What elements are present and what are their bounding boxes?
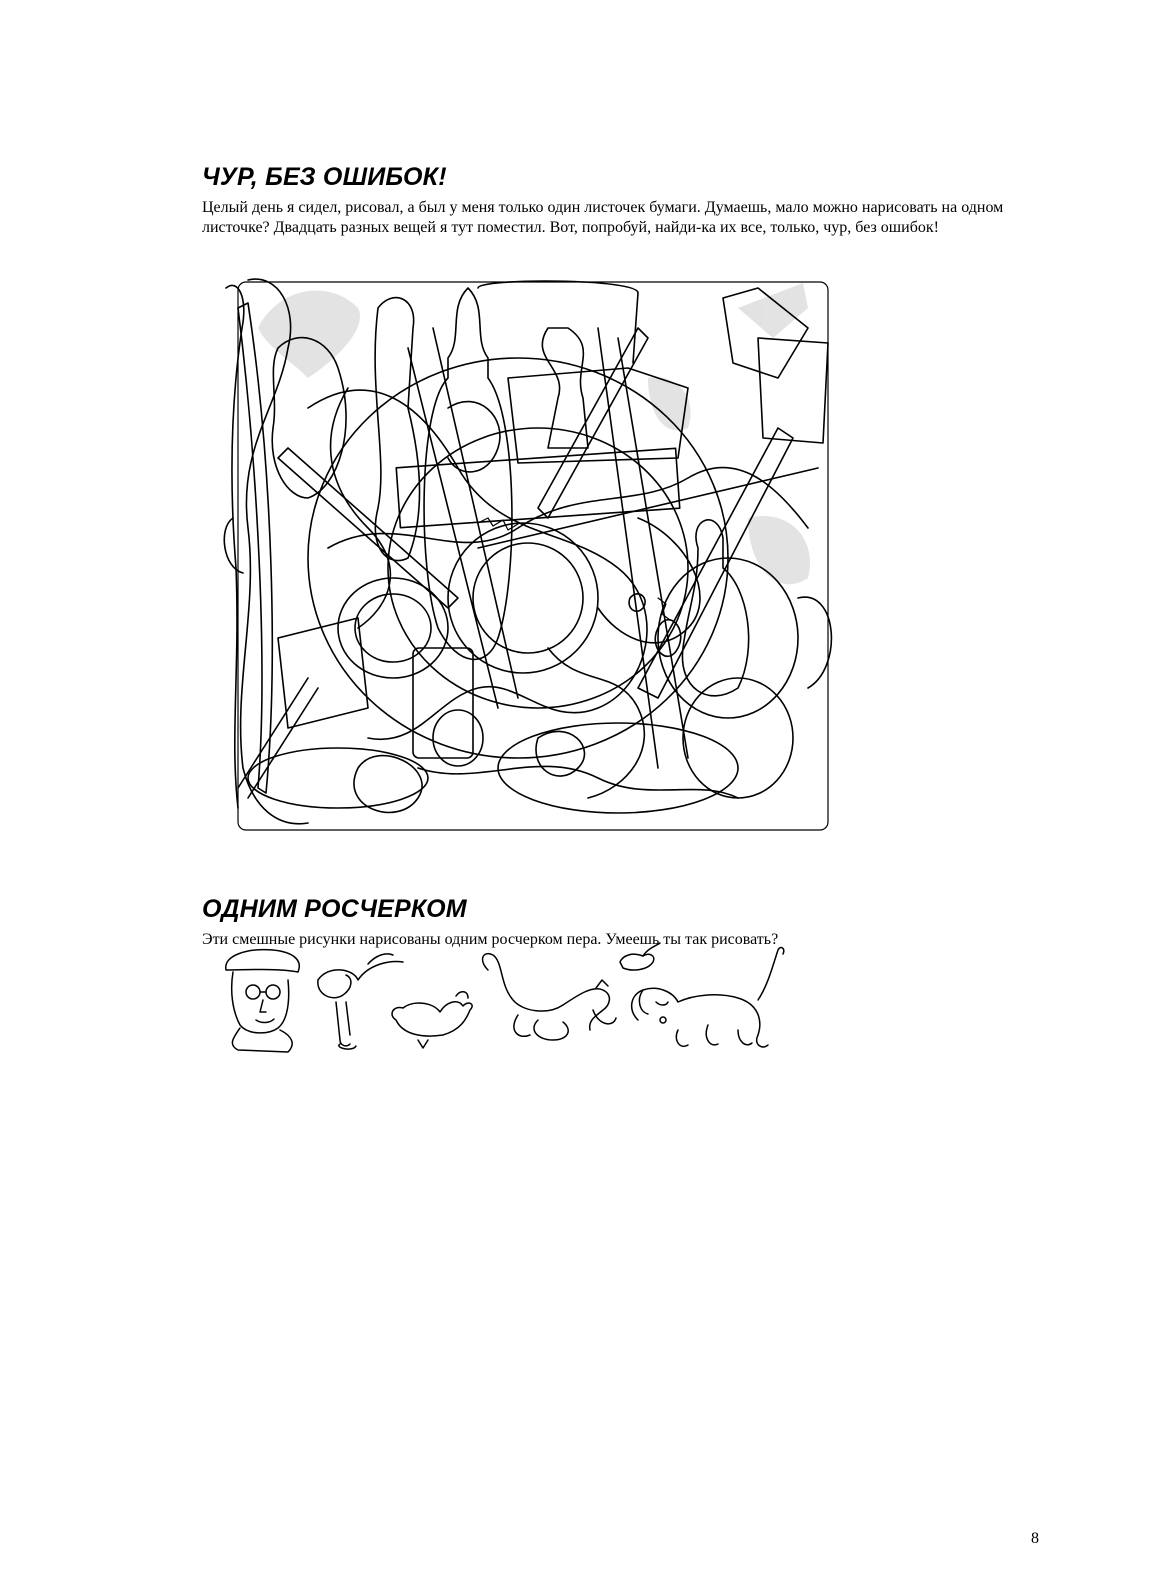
stretching-cat-drawing xyxy=(483,954,616,1040)
heron-drawing xyxy=(318,954,403,1049)
overlapping-objects-puzzle-illustration xyxy=(218,268,848,840)
page-number: 8 xyxy=(1031,1530,1039,1547)
section-title-mistakes: ЧУР, БЕЗ ОШИБОК! xyxy=(202,163,447,191)
section-text-mistakes: Целый день я сидел, рисовал, а был у меня только один листочек бумаги. Думаешь, мало можно нарисовать на одном листочке? Двадцать разных вещей я тут поместил. Вот, попробуй, найди-ка их все, только, чур, без ошибок! xyxy=(202,199,1004,236)
section-title-one-stroke: ОДНИМ РОСЧЕРКОМ xyxy=(202,895,467,923)
duck-drawing xyxy=(392,992,472,1048)
one-stroke-drawings-illustration xyxy=(218,940,798,1060)
section-text-one-stroke: Эти смешные рисунки нарисованы одним росчерком пера. Умеешь ты так рисовать? xyxy=(202,931,779,948)
man-with-glasses-drawing xyxy=(226,950,300,1052)
mouse-drawing xyxy=(620,943,660,970)
dog-drawing xyxy=(632,947,784,1046)
